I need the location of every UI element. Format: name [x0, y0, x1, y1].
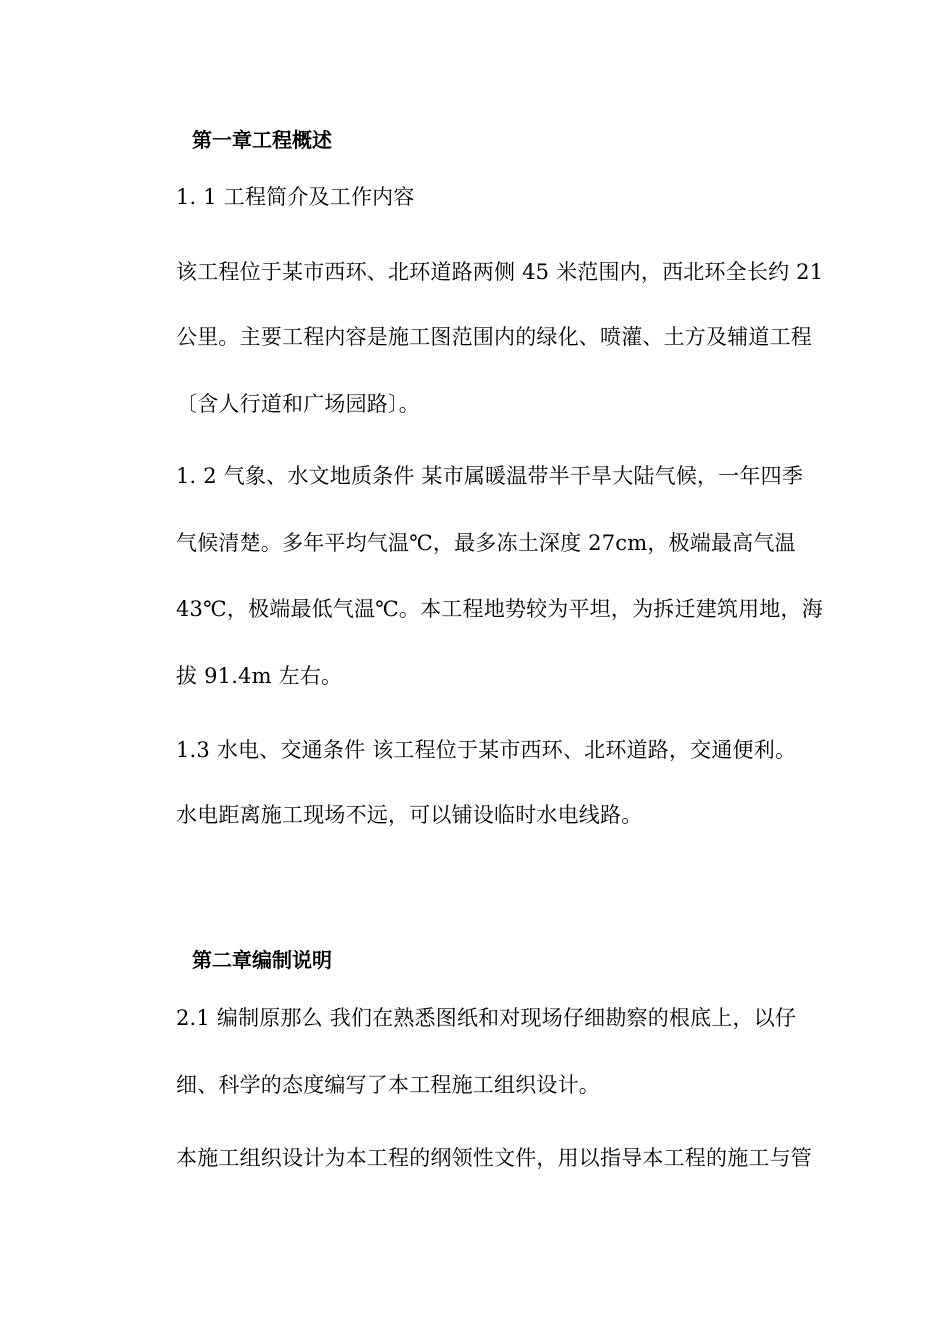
section-2-1-line-2: 细、科学的态度编写了本工程施工组织设计。: [176, 1073, 600, 1097]
section-2-1-line-1: 2.1 编制原那么 我们在熟悉图纸和对现场仔细勘察的根底上，以仔: [176, 1006, 797, 1030]
section-1-1-line-1: 该工程位于某市西环、北环道路两侧 45 米范围内，西北环全长约 21: [176, 260, 824, 284]
section-1-3-line-2: 水电距离施工现场不远，可以铺设临时水电线路。: [176, 803, 643, 827]
section-1-2-line-1: 1. 2 气象、水文地质条件 某市属暖温带半干旱大陆气候，一年四季: [176, 464, 804, 488]
chapter-2-title: 第二章编制说明: [192, 948, 332, 972]
chapter-1-title: 第一章工程概述: [192, 128, 332, 152]
section-1-1-line-2: 公里。主要工程内容是施工图范围内的绿化、喷灌、土方及辅道工程: [176, 325, 812, 349]
section-1-2-line-4: 拔 91.4m 左右。: [176, 664, 343, 688]
section-1-2-line-3: 43℃，极端最低气温℃。本工程地势较为平坦，为拆迁建筑用地，海: [176, 597, 823, 621]
section-1-1-line-3: 〔含人行道和广场园路〕。: [176, 392, 420, 416]
section-1-1-heading: 1. 1 工程简介及工作内容: [176, 185, 415, 209]
section-1-3-line-1: 1.3 水电、交通条件 该工程位于某市西环、北环道路，交通便利。: [176, 738, 797, 762]
paragraph-line-1: 本施工组织设计为本工程的纲领性文件，用以指导本工程的施工与管: [176, 1146, 812, 1170]
section-1-2-line-2: 气候清楚。多年平均气温℃，最多冻土深度 27cm，极端最高气温: [176, 531, 796, 555]
